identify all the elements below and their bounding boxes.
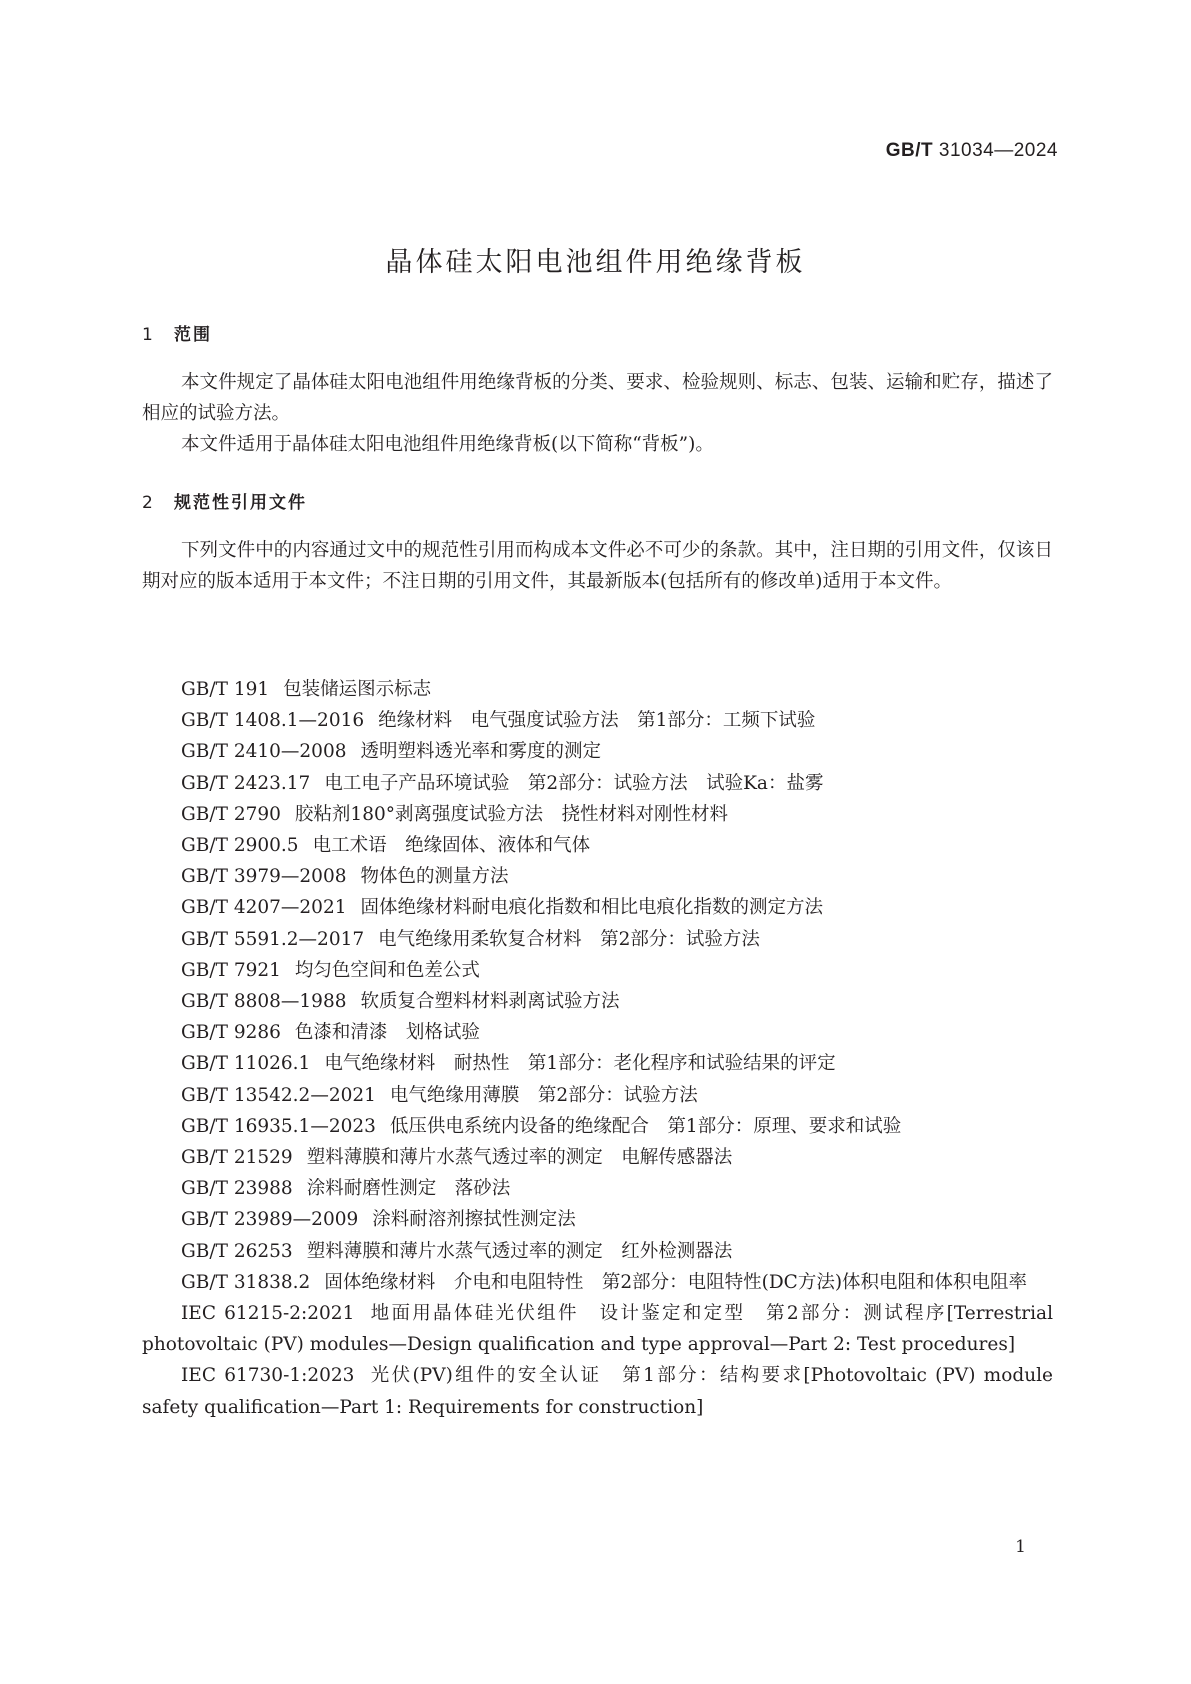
reference-code: GB/T 2410—2008 bbox=[181, 741, 347, 763]
reference-item bbox=[142, 924, 1053, 955]
reference-item bbox=[142, 1360, 1053, 1422]
reference-item bbox=[142, 1267, 1053, 1298]
section-1-paragraph-1: 本文件规定了晶体硅太阳电池组件用绝缘背板的分类、要求、检验规则、标志、包装、运输和贮存，描述了相应的试验方法。 bbox=[142, 372, 1053, 424]
reference-item bbox=[142, 1236, 1053, 1267]
reference-item bbox=[142, 736, 1053, 767]
reference-item bbox=[142, 1017, 1053, 1048]
reference-item bbox=[142, 1204, 1053, 1235]
reference-code: GB/T 8808—1988 bbox=[181, 991, 347, 1013]
reference-title: 光伏(PV)组件的安全认证 第1部分：结构要求[Photovoltaic (PV) module safety qualification—Part 1: Requirements for construction] bbox=[142, 1365, 1053, 1418]
reference-item bbox=[142, 830, 1053, 861]
standard-code: 31034—2024 bbox=[938, 140, 1058, 161]
reference-item bbox=[142, 1142, 1053, 1173]
reference-title: 包装储运图示标志 bbox=[283, 679, 432, 700]
reference-code: GB/T 13542.2—2021 bbox=[181, 1084, 376, 1106]
standard-prefix: GB/T bbox=[885, 140, 934, 161]
reference-code: IEC 61215-2:2021 bbox=[181, 1303, 355, 1325]
reference-code: GB/T 191 bbox=[181, 679, 270, 700]
reference-code: GB/T 26253 bbox=[181, 1240, 293, 1262]
section-1-number: 1 bbox=[142, 325, 155, 345]
reference-code: GB/T 3979—2008 bbox=[181, 866, 347, 888]
reference-code: IEC 61730-1:2023 bbox=[181, 1365, 355, 1387]
reference-item bbox=[142, 799, 1053, 830]
reference-item bbox=[142, 986, 1053, 1017]
reference-code: GB/T 2900.5 bbox=[181, 835, 299, 857]
section-1-title: 范围 bbox=[174, 325, 212, 345]
reference-title: 胶粘剂180°剥离强度试验方法 挠性材料对刚性材料 bbox=[294, 803, 728, 825]
reference-item bbox=[142, 1298, 1053, 1360]
reference-code: GB/T 5591.2—2017 bbox=[181, 928, 365, 950]
reference-code: GB/T 11026.1 bbox=[181, 1053, 311, 1075]
section-2-title: 规范性引用文件 bbox=[174, 493, 307, 513]
reference-title: 固体绝缘材料 介电和电阻特性 第2部分：电阻特性(DC方法)体积电阻和体积电阻率 bbox=[324, 1271, 1028, 1293]
reference-item bbox=[142, 1173, 1053, 1204]
section-1-paragraph-2: 本文件适用于晶体硅太阳电池组件用绝缘背板(以下简称“背板”)。 bbox=[181, 434, 714, 455]
reference-code: GB/T 7921 bbox=[181, 959, 281, 981]
reference-title: 透明塑料透光率和雾度的测定 bbox=[360, 741, 602, 763]
reference-item bbox=[142, 861, 1053, 892]
reference-title: 电气绝缘用薄膜 第2部分：试验方法 bbox=[389, 1084, 698, 1106]
reference-code: GB/T 23989—2009 bbox=[181, 1209, 359, 1231]
page-number: 1 bbox=[1015, 1537, 1026, 1557]
reference-title: 色漆和清漆 划格试验 bbox=[294, 1022, 480, 1044]
standard-number bbox=[886, 140, 1058, 162]
reference-code: GB/T 9286 bbox=[181, 1022, 281, 1044]
section-1-heading bbox=[142, 320, 212, 345]
normative-reference-list bbox=[142, 674, 1053, 1423]
reference-item bbox=[142, 768, 1053, 799]
reference-title: 电工电子产品环境试验 第2部分：试验方法 试验Ka：盐雾 bbox=[324, 772, 824, 794]
section-2-number: 2 bbox=[142, 493, 155, 513]
reference-title: 均匀色空间和色差公式 bbox=[294, 959, 480, 981]
reference-title: 软质复合塑料材料剥离试验方法 bbox=[360, 991, 620, 1013]
reference-code: GB/T 16935.1—2023 bbox=[181, 1115, 376, 1137]
reference-item bbox=[142, 705, 1053, 736]
reference-title: 电气绝缘用柔软复合材料 第2部分：试验方法 bbox=[378, 928, 760, 950]
reference-title: 塑料薄膜和薄片水蒸气透过率的测定 电解传感器法 bbox=[306, 1147, 733, 1169]
reference-title: 涂料耐溶剂擦拭性测定法 bbox=[372, 1209, 576, 1231]
reference-item bbox=[142, 1080, 1053, 1111]
reference-title: 绝缘材料 电气强度试验方法 第1部分：工频下试验 bbox=[378, 710, 816, 732]
reference-item bbox=[142, 955, 1053, 986]
reference-code: GB/T 2790 bbox=[181, 803, 281, 825]
section-2-heading bbox=[142, 488, 307, 513]
reference-code: GB/T 23988 bbox=[181, 1178, 293, 1200]
reference-title: 地面用晶体硅光伏组件 设计鉴定和定型 第2部分：测试程序[Terrestrial photovoltaic (PV) modules—Design qualification and type approval—Part 2: Test procedures] bbox=[142, 1303, 1053, 1356]
reference-title: 电气绝缘材料 耐热性 第1部分：老化程序和试验结果的评定 bbox=[324, 1053, 836, 1075]
reference-item bbox=[142, 674, 1053, 705]
reference-item bbox=[142, 892, 1053, 923]
reference-item bbox=[142, 1048, 1053, 1079]
reference-code: GB/T 21529 bbox=[181, 1147, 293, 1169]
reference-title: 电工术语 绝缘固体、液体和气体 bbox=[312, 835, 591, 857]
reference-title: 物体色的测量方法 bbox=[360, 866, 509, 888]
reference-title: 塑料薄膜和薄片水蒸气透过率的测定 红外检测器法 bbox=[306, 1240, 733, 1262]
reference-code: GB/T 2423.17 bbox=[181, 772, 311, 794]
reference-title: 低压供电系统内设备的绝缘配合 第1部分：原理、要求和试验 bbox=[389, 1115, 902, 1137]
reference-code: GB/T 31838.2 bbox=[181, 1271, 311, 1293]
reference-title: 涂料耐磨性测定 落砂法 bbox=[306, 1178, 511, 1200]
reference-title: 固体绝缘材料耐电痕化指数和相比电痕化指数的测定方法 bbox=[360, 897, 824, 919]
reference-code: GB/T 4207—2021 bbox=[181, 897, 347, 919]
reference-item bbox=[142, 1111, 1053, 1142]
reference-code: GB/T 1408.1—2016 bbox=[181, 710, 365, 732]
document-title: 晶体硅太阳电池组件用绝缘背板 bbox=[385, 247, 806, 278]
section-2-intro: 下列文件中的内容通过文中的规范性引用而构成本文件必不可少的条款。其中，注日期的引用文件，仅该日期对应的版本适用于本文件；不注日期的引用文件，其最新版本(包括所有的修改单)适用于本文件。 bbox=[142, 540, 1053, 592]
